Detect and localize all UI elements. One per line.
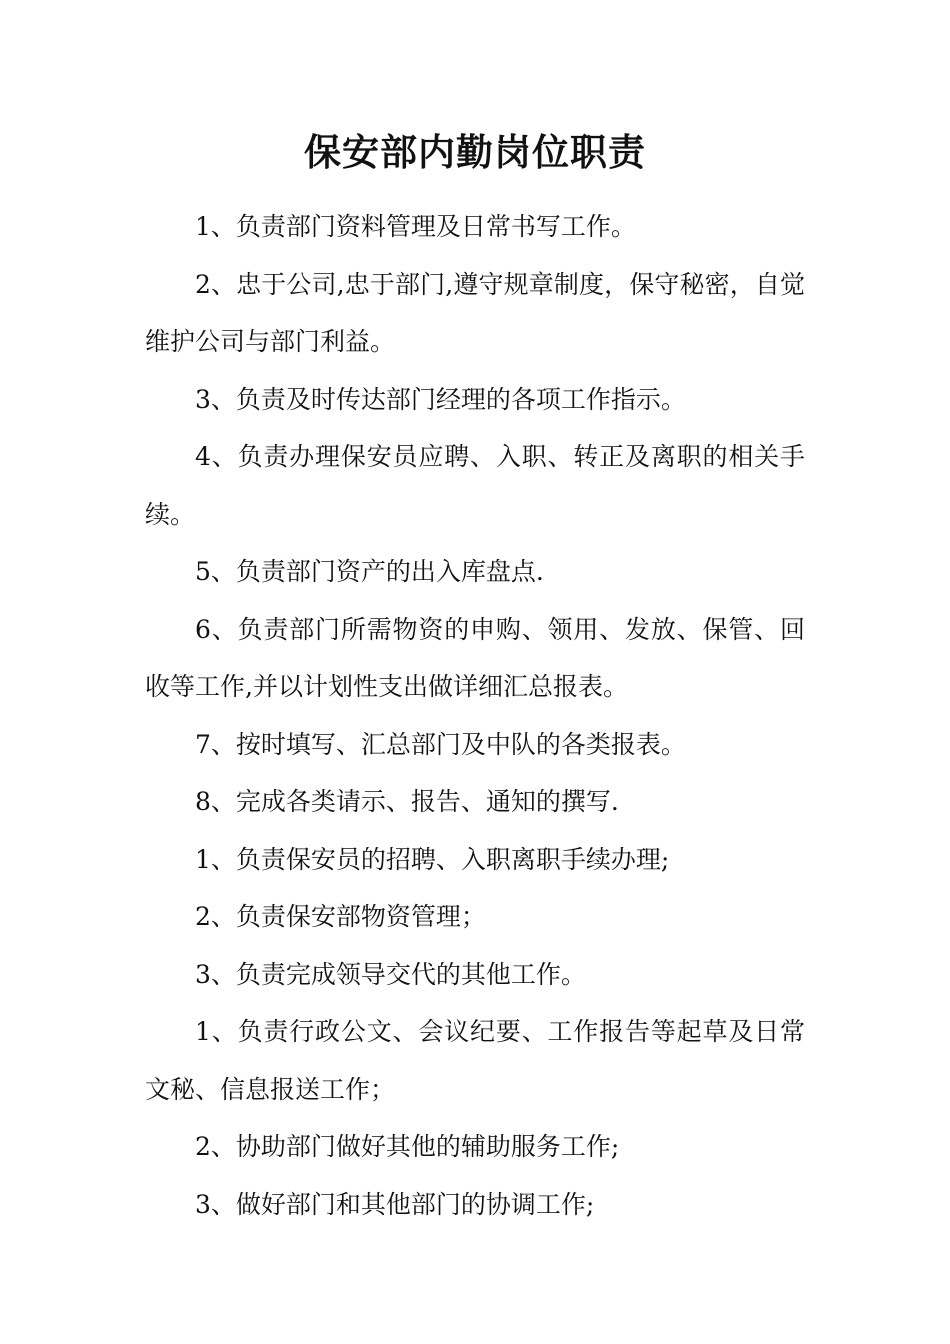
- paragraph-7: 7、按时填写、汇总部门及中队的各类报表。: [195, 729, 686, 759]
- paragraph-6: 6、负责部门所需物资的申购、领用、发放、保管、回收等工作,并以计划性支出做详细汇总报表。: [145, 614, 805, 701]
- paragraph-8: 8、完成各类请示、报告、通知的撰写.: [195, 787, 619, 816]
- paragraph-9: 1、负责保安员的招聘、入职离职手续办理;: [195, 844, 670, 874]
- paragraph-1: 1、负责部门资料管理及日常书写工作。: [195, 212, 636, 241]
- paragraph-2: 2、忠于公司,忠于部门,遵守规章制度，保守秘密，自觉维护公司与部门利益。: [145, 269, 805, 356]
- paragraph-3: 3、负责及时传达部门经理的各项工作指示。: [195, 384, 686, 414]
- paragraph-14: 3、做好部门和其他部门的协调工作;: [195, 1189, 595, 1219]
- paragraph-5: 5、负责部门资产的出入库盘点.: [195, 557, 544, 586]
- paragraph-12: 1、负责行政公文、会议纪要、工作报告等起草及日常文秘、信息报送工作；: [145, 1017, 805, 1104]
- paragraph-10: 2、负责保安部物资管理；: [195, 902, 486, 931]
- paragraph-13: 2、协助部门做好其他的辅助服务工作;: [195, 1132, 620, 1161]
- document-title: 保安部内勤岗位职责: [304, 130, 646, 174]
- document-body: [145, 198, 805, 1233]
- paragraph-4: 4、负责办理保安员应聘、入职、转正及离职的相关手续。: [145, 442, 805, 529]
- paragraph-11: 3、负责完成领导交代的其他工作。: [195, 959, 586, 989]
